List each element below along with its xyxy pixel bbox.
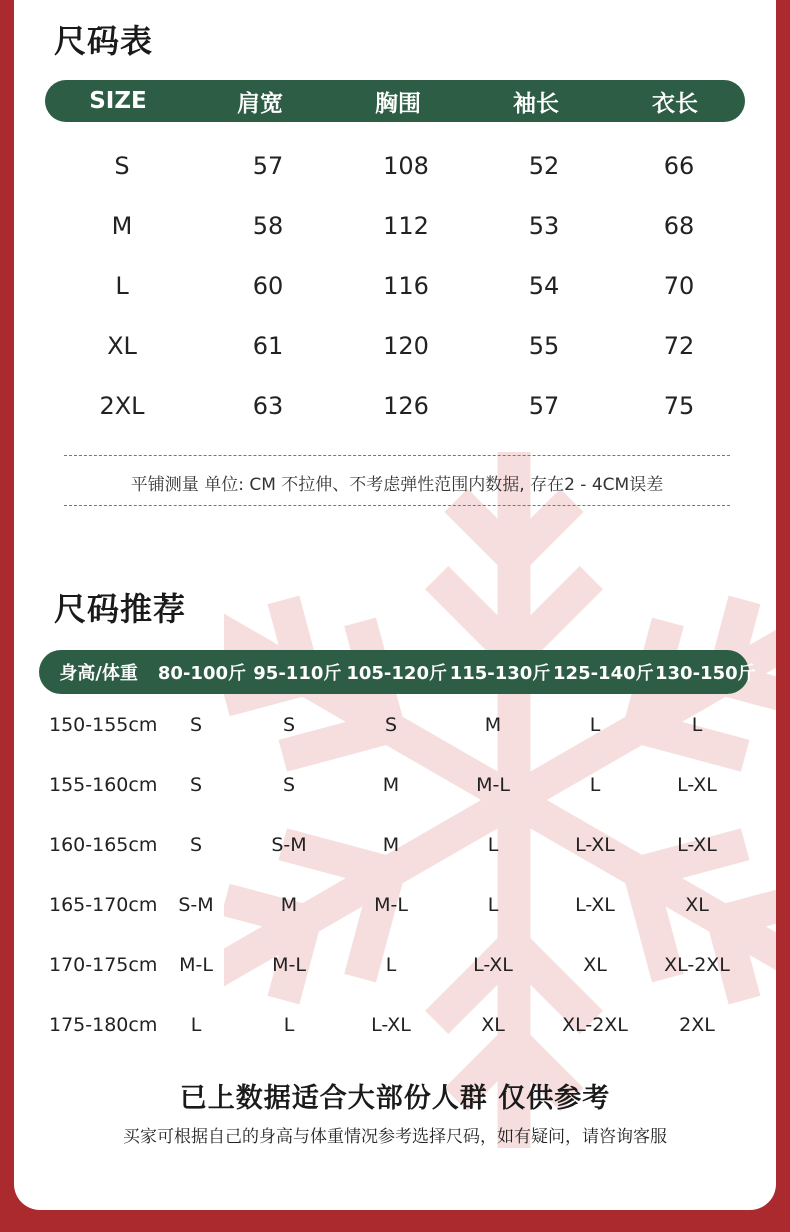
size-cell: XL [583,954,607,976]
size-cell: XL [107,332,137,360]
value-cell: 75 [663,392,695,420]
measurement-note: 平铺测量 单位: CM 不拉伸、不考虑弹性范围内数据, 存在2 - 4CM误差 [130,475,664,495]
table-row [45,146,745,186]
recommend-header [39,650,756,694]
size-cell: XL [481,1014,505,1036]
value-cell: 54 [528,272,560,300]
value-cell: 72 [663,332,695,360]
size-chart-header [45,80,745,122]
size-cell: M [111,212,133,240]
header-weight-range: 115-130斤 [449,663,551,684]
value-cell: 63 [252,392,284,420]
size-cell: L-XL [575,894,615,916]
height-cell: 170-175cm [49,954,158,976]
size-cell: M [484,714,502,736]
divider [64,455,730,456]
value-cell: 68 [663,212,695,240]
value-cell: 116 [383,272,429,300]
footer-title: 已上数据适合大部份人群 仅供参考 [179,1083,611,1114]
recommend-title: 尺码推荐 [54,590,187,628]
size-cell: L-XL [575,834,615,856]
header-sleeve: 袖长 [513,90,559,117]
height-cell: 160-165cm [49,834,158,856]
table-row [39,828,749,862]
size-cell: L-XL [473,954,513,976]
table-row [45,326,745,366]
size-cell: S [114,152,130,180]
value-cell: 57 [528,392,560,420]
value-cell: 120 [383,332,429,360]
size-cell: L [190,1014,202,1036]
size-cell: L-XL [371,1014,411,1036]
value-cell: 58 [252,212,284,240]
size-cell: L [487,834,499,856]
header-size: SIZE [89,88,147,114]
size-cell: M [382,834,400,856]
value-cell: 52 [528,152,560,180]
size-cell: L-XL [677,774,717,796]
size-cell: XL-2XL [664,954,730,976]
size-cell: 2XL [679,1014,715,1036]
table-row [39,888,749,922]
footer-subtitle: 买家可根据自己的身高与体重情况参考选择尺码，如有疑问，请咨询客服 [123,1127,667,1147]
size-cell: M-L [374,894,408,916]
size-cell: XL [685,894,709,916]
size-cell: L [589,714,601,736]
size-cell: XL-2XL [562,1014,628,1036]
size-cell: M [280,894,298,916]
size-cell: S-M [178,894,214,916]
table-row [39,768,749,802]
value-cell: 108 [383,152,429,180]
value-cell: 55 [528,332,560,360]
height-cell: 150-155cm [49,714,158,736]
size-cell: S [189,714,203,736]
size-cell: M-L [179,954,213,976]
header-chest: 胸围 [375,90,421,117]
header-weight-range: 125-140斤 [553,663,654,684]
size-cell: S [189,774,203,796]
size-cell: L [589,774,601,796]
size-cell: L [115,272,129,300]
header-weight-range: 95-110斤 [253,663,342,684]
size-cell: S [189,834,203,856]
table-row [45,206,745,246]
value-cell: 66 [663,152,695,180]
size-cell: L [691,714,703,736]
size-cell: S [384,714,398,736]
value-cell: 60 [252,272,284,300]
table-row [39,708,749,742]
table-row [39,1008,749,1042]
size-cell: L [487,894,499,916]
header-weight-range: 80-100斤 [157,663,246,684]
size-cell: S-M [271,834,307,856]
table-row [39,948,749,982]
value-cell: 57 [252,152,284,180]
size-guide-card [14,0,776,1210]
size-cell: M-L [272,954,306,976]
size-cell: S [282,774,296,796]
size-cell: L [385,954,397,976]
header-length: 衣长 [652,90,698,117]
size-cell: M [382,774,400,796]
height-cell: 165-170cm [49,894,158,916]
header-shoulder: 肩宽 [237,90,283,117]
size-chart-title: 尺码表 [54,22,154,60]
size-cell: L-XL [677,834,717,856]
header-weight-range: 130-150斤 [655,663,756,684]
header-height-weight: 身高/体重 [59,663,138,684]
height-cell: 155-160cm [49,774,158,796]
header-weight-range: 105-120斤 [346,663,447,684]
table-row [45,386,745,426]
size-cell: S [282,714,296,736]
value-cell: 61 [252,332,284,360]
size-cell: 2XL [99,392,145,420]
size-cell: M-L [476,774,510,796]
value-cell: 70 [663,272,695,300]
size-cell: L [283,1014,295,1036]
value-cell: 53 [528,212,560,240]
table-row [45,266,745,306]
height-cell: 175-180cm [49,1014,158,1036]
divider [64,505,730,506]
value-cell: 126 [383,392,429,420]
value-cell: 112 [383,212,429,240]
